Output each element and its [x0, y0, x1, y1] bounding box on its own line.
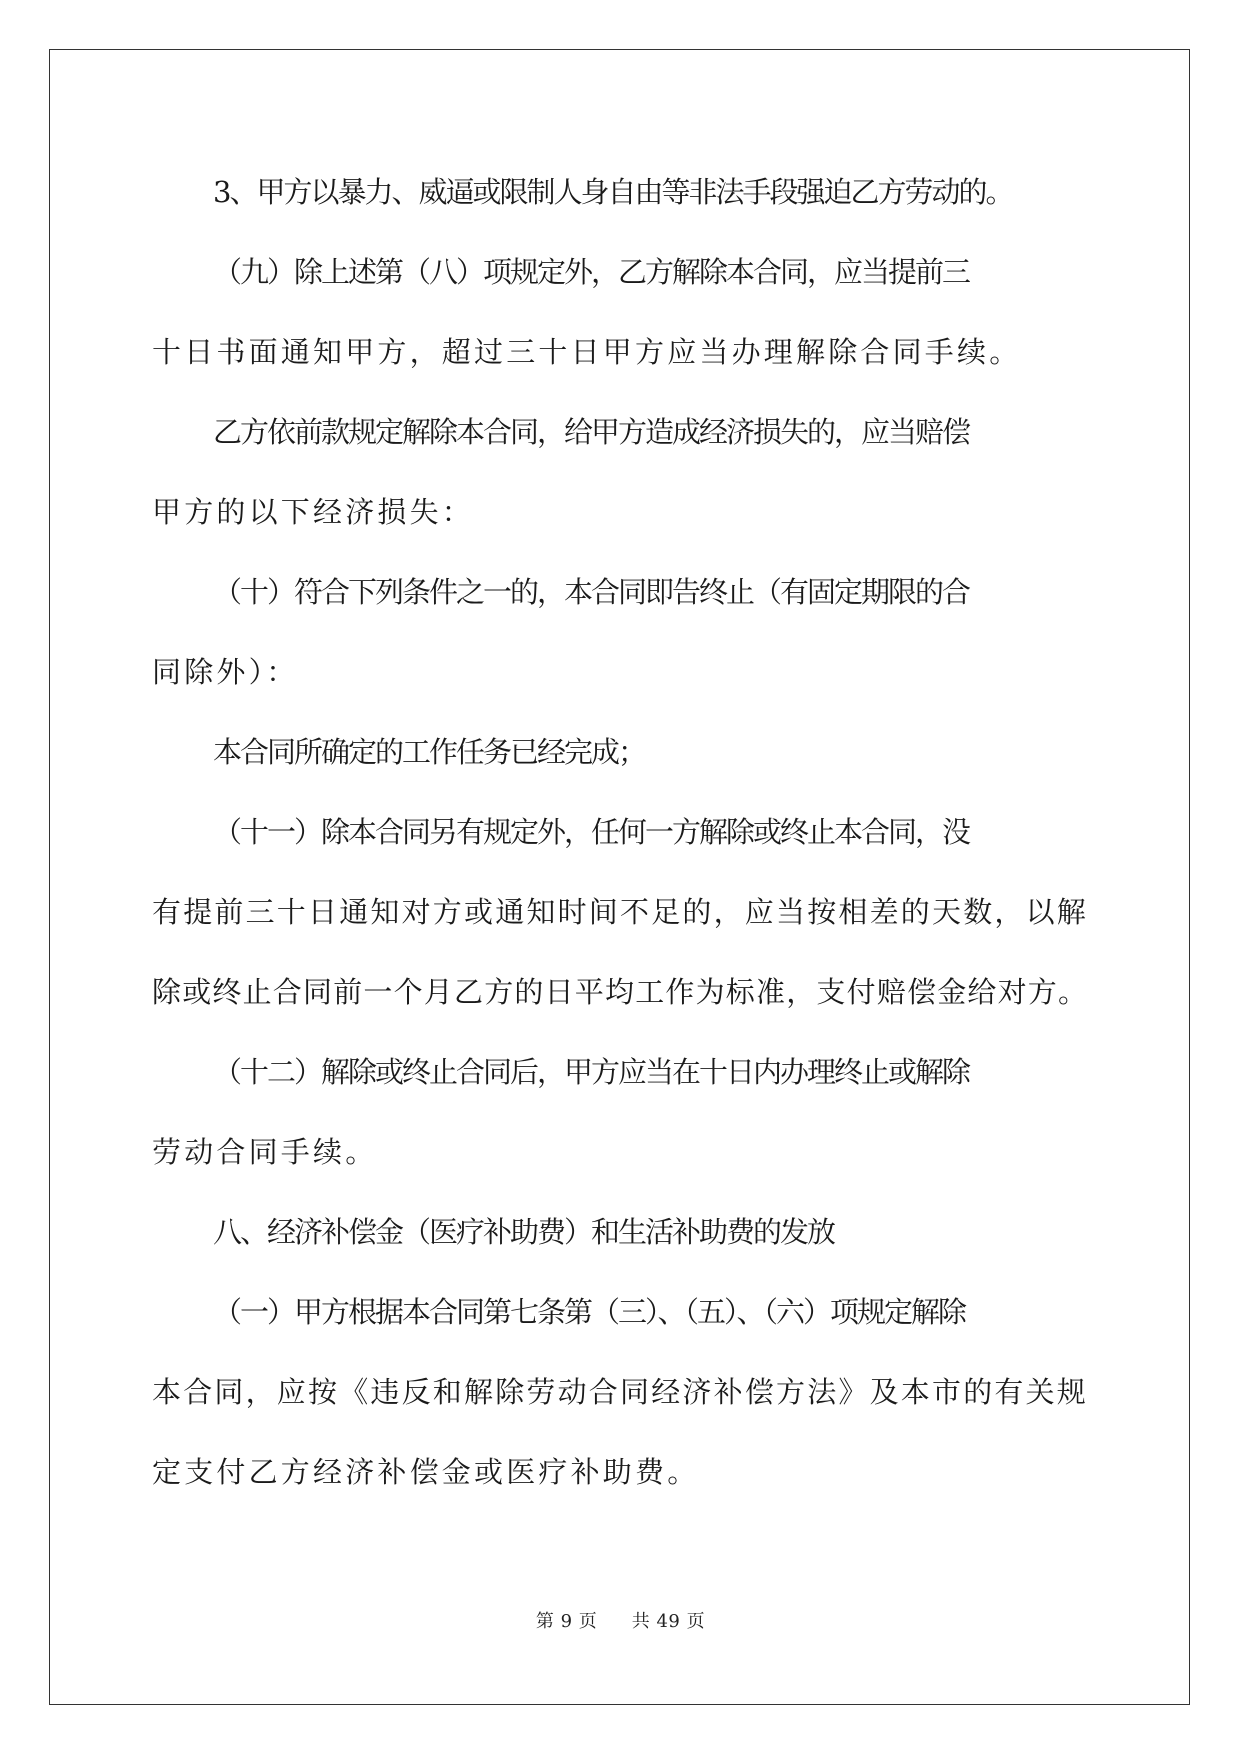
page-footer	[0, 1610, 1241, 1634]
paragraph-line: 有提前三十日通知对方或通知时间不足的，应当按相差的天数，以解	[152, 895, 1089, 929]
paragraph-line: （十一）除本合同另有规定外，任何一方解除或终止本合同，没	[213, 815, 970, 849]
paragraph-line: 本合同，应按《违反和解除劳动合同经济补偿方法》及本市的有关规	[152, 1375, 1089, 1409]
paragraph-line: 乙方依前款规定解除本合同，给甲方造成经济损失的，应当赔偿	[213, 415, 970, 449]
paragraph-line: （十）符合下列条件之一的，本合同即告终止（有固定期限的合	[213, 575, 970, 609]
paragraph-line: （一）甲方根据本合同第七条第（三）、（五）、（六）项规定解除	[213, 1295, 966, 1329]
page-number: 第 9 页	[535, 1611, 598, 1632]
section-heading: 八、经济补偿金（医疗补助费）和生活补助费的发放	[213, 1215, 835, 1249]
paragraph-line: 除或终止合同前一个月乙方的日平均工作为标准，支付赔偿金给对方。	[152, 975, 1089, 1009]
paragraph-line: 劳动合同手续。	[152, 1135, 378, 1169]
paragraph-line: 甲方的以下经济损失：	[152, 495, 475, 529]
paragraph-line: 本合同所确定的工作任务已经完成；	[213, 735, 646, 769]
paragraph-line: 十日书面通知甲方，超过三十日甲方应当办理解除合同手续。	[152, 335, 1022, 369]
paragraph-line: （十二）解除或终止合同后，甲方应当在十日内办理终止或解除	[213, 1055, 970, 1089]
paragraph-line: 3、甲方以暴力、威逼或限制人身自由等非法手段强迫乙方劳动的。	[213, 175, 1013, 209]
paragraph-line: 定支付乙方经济补偿金或医疗补助费。	[152, 1455, 700, 1489]
paragraph-line: （九）除上述第（八）项规定外，乙方解除本合同，应当提前三	[213, 255, 970, 289]
page-total: 共 49 页	[631, 1611, 706, 1632]
paragraph-line: 同除外）：	[152, 655, 299, 689]
